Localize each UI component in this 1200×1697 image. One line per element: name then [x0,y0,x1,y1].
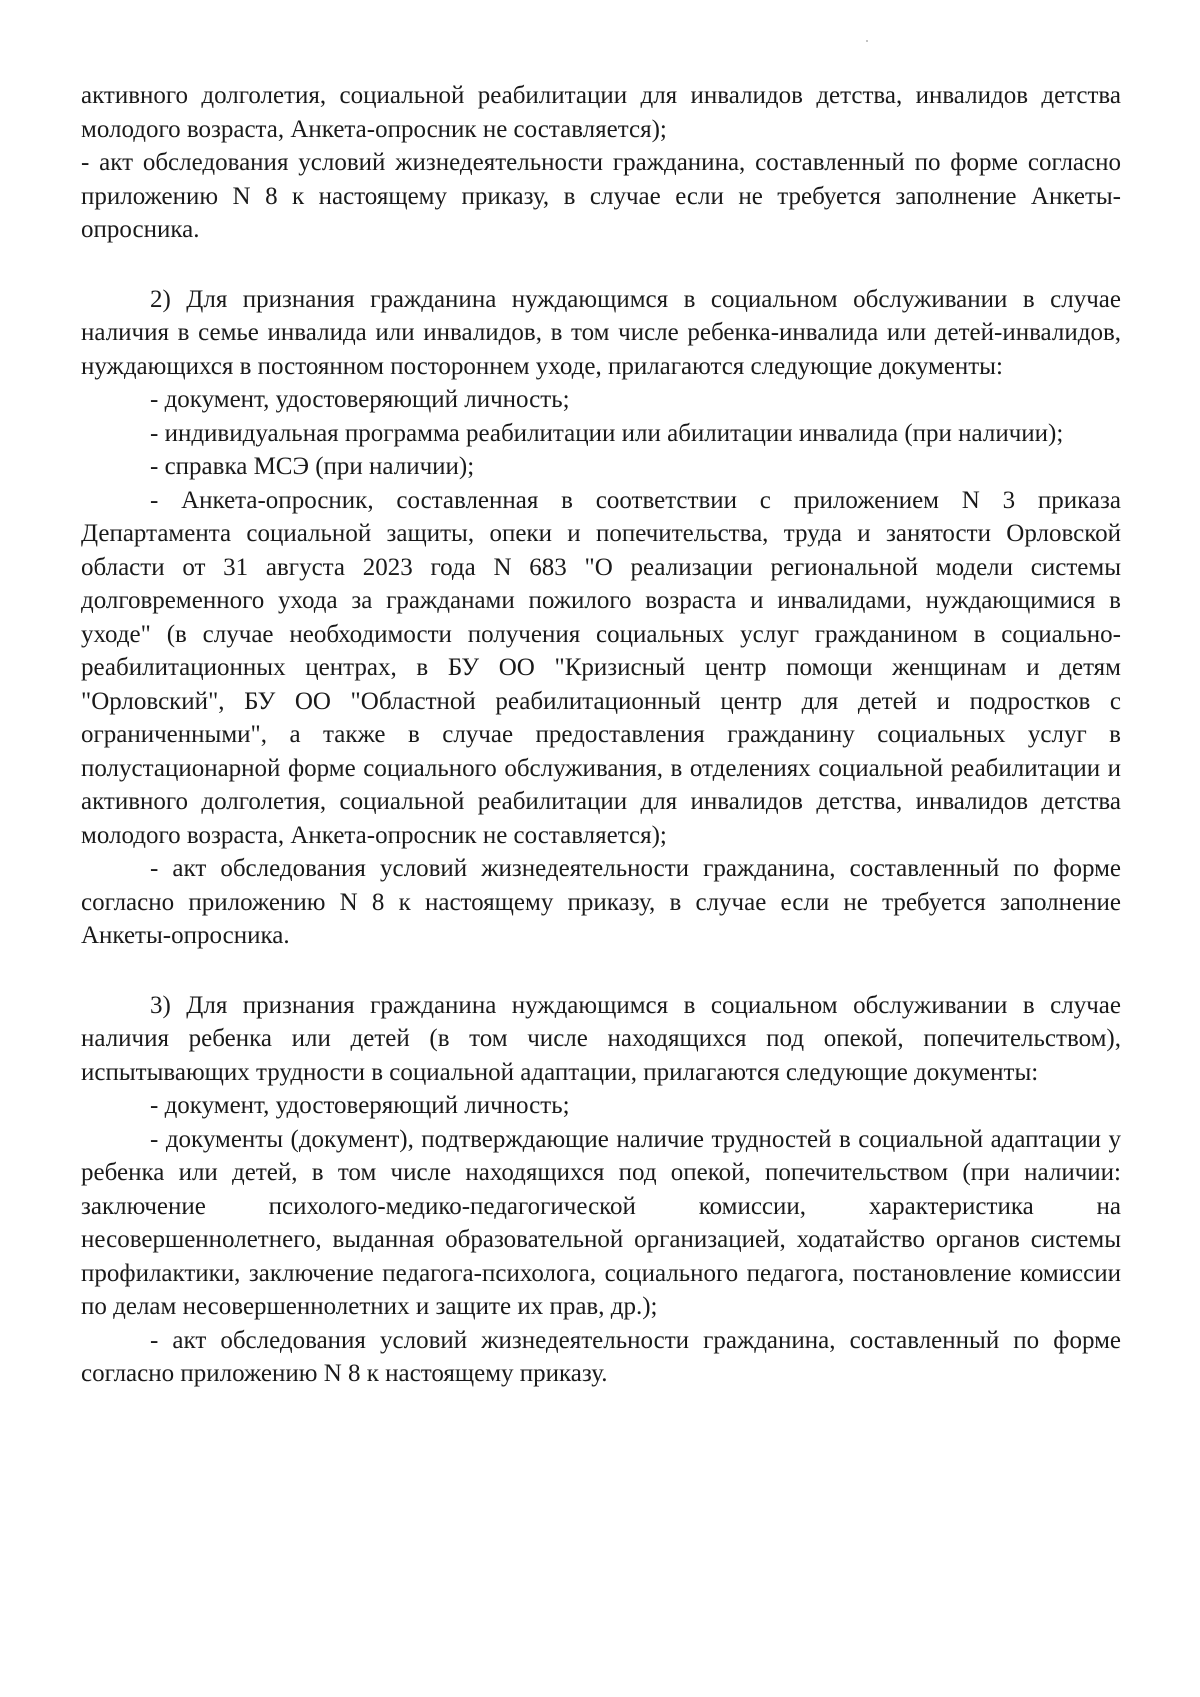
document-body [81,79,1121,1391]
list-item: - документ, удостоверяющий личность; [150,1092,570,1119]
list-item: - индивидуальная программа реабилитации или абилитации инвалида (при наличии); [150,419,1064,447]
section-2-intro: 2) Для признания гражданина нуждающимся в социальном обслуживании в случае наличия в семье инвалида или инвалидов, в том числе ребенка-инвалида или детей-инвалидов, нуждающихся в постоянном постороннем уходе, прилагаются следующие документы: [81,285,1121,380]
list-item: - справка МСЭ (при наличии); [150,453,475,480]
list-item: - документы (документ), подтверждающие наличие трудностей в социальной адаптации у ребенка или детей, в том числе находящихся под опекой, попечительством (при наличии: заключение психолого-медико-педагогической комиссии, характеристика на несовершеннолетнего, выданная образовательной организацией, ходатайство органов системы профилактики, заключение педагога-психолога, социального педагога, постановление комиссии по делам несовершеннолетних и защите их прав, др.); [81,1125,1121,1320]
list-item: - акт обследования условий жизнедеятельности гражданина, составленный по форме согласно приложению N 8 к настоящему приказу. [81,1326,1121,1387]
paragraph-gap [81,953,1121,989]
list-item: - документ, удостоверяющий личность; [150,386,570,413]
list-item: - акт обследования условий жизнедеятельности гражданина, составленный по форме согласно приложению N 8 к настоящему приказу, в случае если не требуется заполнение Анкеты-опросника. [81,149,1121,243]
section-3-intro: 3) Для признания гражданина нуждающимся в социальном обслуживании в случае наличия ребенка или детей (в том числе находящихся под опекой, попечительством), испытывающих трудности в социальной адаптации, прилагаются следующие документы: [81,991,1121,1086]
paragraph-gap [81,247,1121,283]
list-item: - акт обследования условий жизнедеятельности гражданина, составленный по форме согласно приложению N 8 к настоящему приказу, в случае если не требуется заполнение Анкеты-опросника. [81,855,1121,949]
scan-artifact [866,40,868,42]
list-item: - Анкета-опросник, составленная в соответствии с приложением N 3 приказа Департамента социальной защиты, опеки и попечительства, труда и занятости Орловской области от 31 августа 2023 года N 683 "О реализации региональной модели системы долговременного ухода за гражданами пожилого возраста и инвалидами, нуждающимися в уходе" (в случае необходимости получения социальных услуг гражданином в социально-реабилитационных центрах, в БУ ОО "Кризисный центр помощи женщинам и детям "Орловский", БУ ОО "Областной реабилитационный центр для детей и подростков с ограниченными", а также в случае предоставления гражданину социальных услуг в полустационарной форме социального обслуживания, в отделениях социальной реабилитации и активного долголетия, социальной реабилитации для инвалидов детства, инвалидов детства молодого возраста, Анкета-опросник не составляется); [81,486,1121,849]
paragraph-continuation: активного долголетия, социальной реабилитации для инвалидов детства, инвалидов детства молодого возраста, Анкета-опросник не составляется); [81,82,1121,143]
